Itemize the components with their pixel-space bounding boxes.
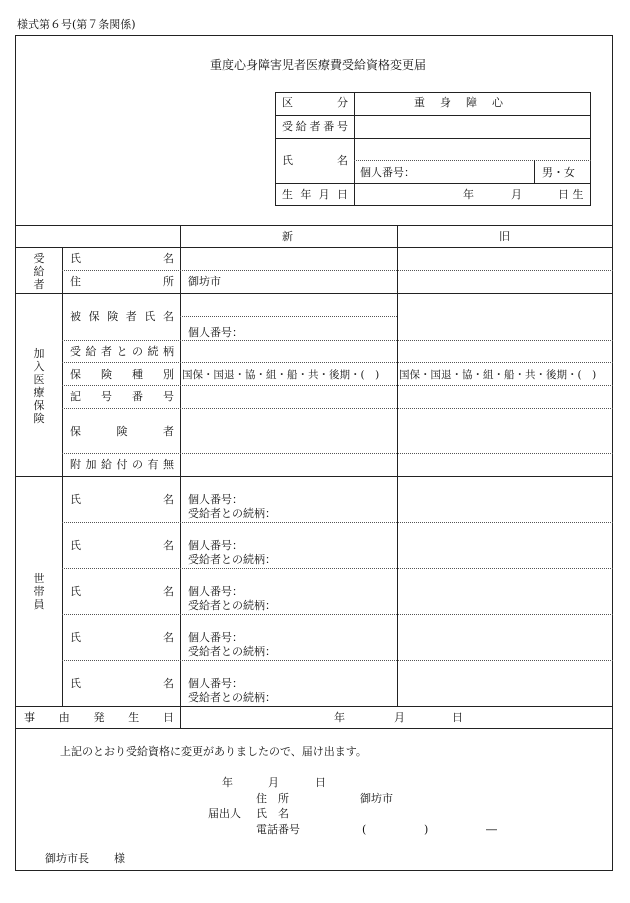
declaration-month-label: 月 xyxy=(268,776,279,789)
household-member-4-personal-number: 個人番号： xyxy=(188,631,243,644)
applicant-address-value[interactable]: 御坊市 xyxy=(360,792,393,805)
recipient-group-label: 受給者 xyxy=(33,252,45,291)
household-member-1-personal-number: 個人番号： xyxy=(188,493,243,506)
household-member-4-name-label: 氏 名 xyxy=(70,631,174,644)
column-new-header: 新 xyxy=(282,230,293,243)
additional-benefit-label: 附 加 給 付 の 有 無 xyxy=(70,458,174,471)
birth-day-label: 日 生 xyxy=(558,188,584,201)
household-member-2-personal-number: 個人番号： xyxy=(188,539,243,552)
household-member-3-relation: 受給者との続柄： xyxy=(188,599,276,612)
insurance-type-label: 保 険 種 別 xyxy=(70,368,174,381)
recipient-name-old[interactable] xyxy=(399,249,611,268)
phone-open-paren: ( xyxy=(362,823,367,836)
gender-choice[interactable]: 男・女 xyxy=(542,166,575,179)
insurance-type-options-old[interactable]: 国保・国退・協・組・船・共・後期・( ) xyxy=(399,369,597,381)
kubun-label: 区 分 xyxy=(282,96,348,109)
applicant-label: 届出人 xyxy=(208,807,241,820)
insurance-group-label: 加入医療保険 xyxy=(33,347,45,425)
household-member-1-name-label: 氏 名 xyxy=(70,493,174,506)
declaration-text: 上記のとおり受給資格に変更がありましたので、届け出ます。 xyxy=(60,745,367,758)
header-name-field[interactable] xyxy=(356,140,589,159)
household-member-2-name-label: 氏 名 xyxy=(70,539,174,552)
recipient-address-old[interactable] xyxy=(399,272,611,291)
kubun-value: 重 身 障 心 xyxy=(414,96,505,109)
insured-name-new[interactable] xyxy=(182,295,395,315)
declaration-year-label: 年 xyxy=(222,776,233,789)
declaration-day-label: 日 xyxy=(315,776,326,789)
household-member-2-relation: 受給者との続柄： xyxy=(188,553,276,566)
household-member-3-personal-number: 個人番号： xyxy=(188,585,243,598)
event-year-label: 年 xyxy=(334,711,345,724)
recipient-number-field[interactable] xyxy=(356,117,589,137)
recipient-address-label: 住 所 xyxy=(70,275,174,288)
symbol-number-label: 記 号 番 号 xyxy=(70,390,174,403)
birth-year-label: 年 xyxy=(463,188,474,201)
addressee: 御坊市長 xyxy=(45,852,89,865)
applicant-phone-label: 電話番号 xyxy=(256,823,300,836)
addressee-honorific: 様 xyxy=(114,852,125,865)
applicant-name-label: 氏 名 xyxy=(256,807,289,820)
insured-personal-number-label: 個人番号： xyxy=(188,326,243,339)
applicant-address-label: 住 所 xyxy=(256,792,289,805)
form-title: 重度心身障害児者医療費受給資格変更届 xyxy=(210,58,427,72)
insurance-type-options-new[interactable]: 国保・国退・協・組・船・共・後期・( ) xyxy=(182,369,380,381)
birth-month-label: 月 xyxy=(511,188,522,201)
event-month-label: 月 xyxy=(394,711,405,724)
household-member-5-personal-number: 個人番号： xyxy=(188,677,243,690)
phone-dash: ― xyxy=(486,823,497,836)
birthdate-label: 生 年 月 日 xyxy=(282,188,348,201)
event-day-label: 日 xyxy=(452,711,463,724)
household-member-4-relation: 受給者との続柄： xyxy=(188,645,276,658)
form-reference: 様式第６号(第７条関係) xyxy=(17,18,136,31)
header-name-label: 氏 名 xyxy=(282,154,348,167)
relation-label: 受 給 者 と の 続 柄 xyxy=(70,345,174,358)
phone-close-paren: ) xyxy=(424,823,429,836)
event-date-label: 事 由 発 生 日 xyxy=(24,711,174,724)
header-personal-number-label: 個人番号： xyxy=(360,166,415,179)
insurer-label: 保 険 者 xyxy=(70,425,174,438)
household-member-5-relation: 受給者との続柄： xyxy=(188,691,276,704)
household-member-3-name-label: 氏 名 xyxy=(70,585,174,598)
recipient-address-new[interactable]: 御坊市 xyxy=(188,275,221,288)
insured-name-label: 被 保 険 者 氏 名 xyxy=(70,310,174,323)
household-group-label: 世帯員 xyxy=(33,572,45,611)
column-old-header: 旧 xyxy=(499,230,510,243)
household-member-1-relation: 受給者との続柄： xyxy=(188,507,276,520)
recipient-name-label: 氏 名 xyxy=(70,252,174,265)
recipient-number-label: 受 給 者 番 号 xyxy=(282,120,348,133)
household-member-5-name-label: 氏 名 xyxy=(70,677,174,690)
recipient-name-new[interactable] xyxy=(182,249,395,268)
